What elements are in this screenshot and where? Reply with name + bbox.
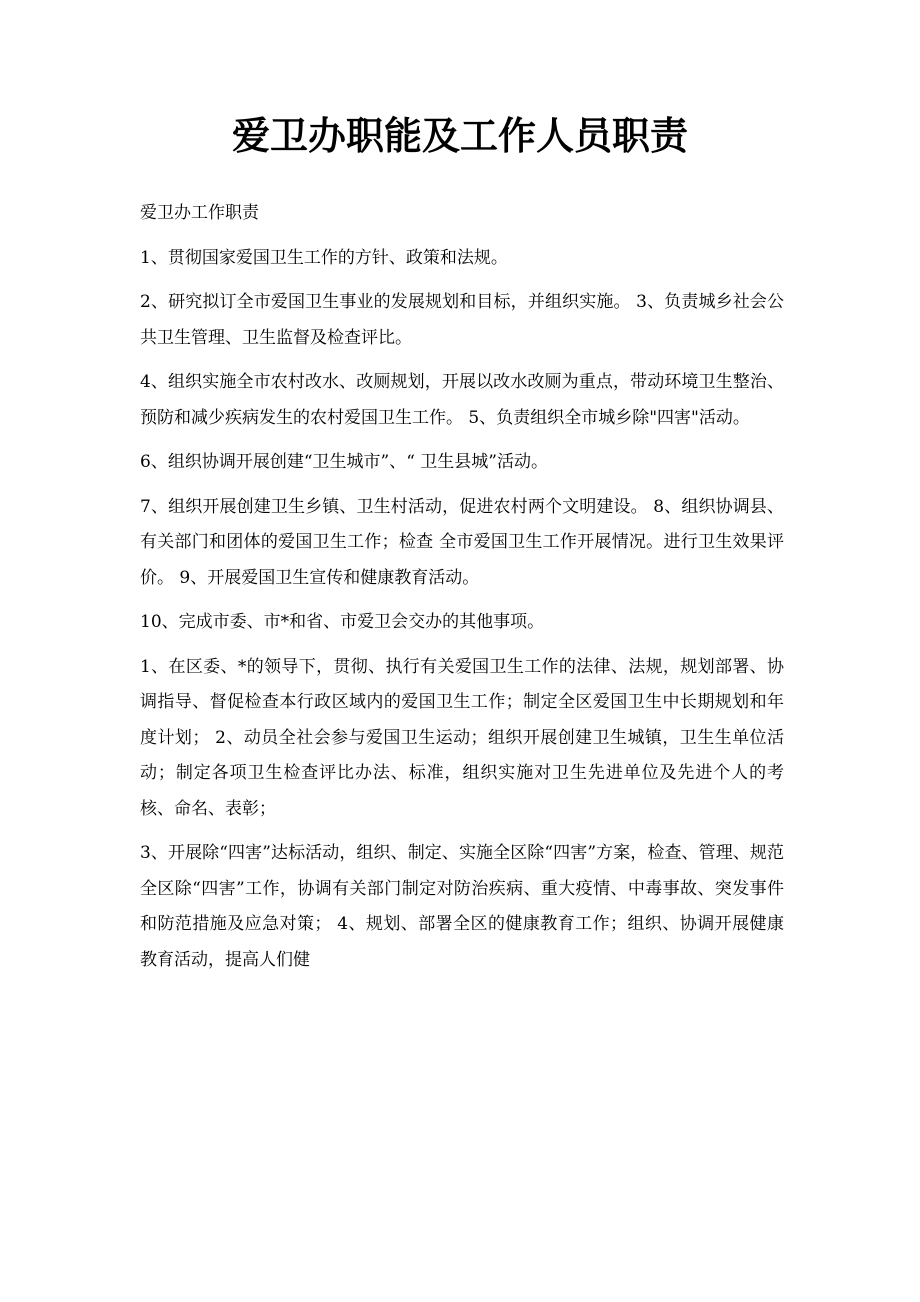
paragraph-3: 4、组织实施全市农村改水、改厕规划，开展以改水改厕为重点，带动环境卫生整治、预防和减少疾病发生的农村爱国卫生工作。 5、负责组织全市城乡除"四害"活动。 bbox=[140, 372, 784, 428]
paragraph-2: 2、研究拟订全市爱国卫生事业的发展规划和目标，并组织实施。 3、负责城乡社会公共卫生管理、卫生监督及检查评比。 bbox=[140, 292, 784, 348]
paragraph-6: 10、完成市委、市*和省、市爱卫会交办的其他事项。 bbox=[140, 612, 545, 632]
paragraph-5: 7、组织开展创建卫生乡镇、卫生村活动，促进农村两个文明建设。 8、组织协调县、有关部门和团体的爱国卫生工作；检查 全市爱国卫生工作开展情况。进行卫生效果评价。 9、开展爱国卫生宣传和健康教育活动。 bbox=[140, 496, 784, 588]
paragraph-4: 6、组织协调开展创建“卫生城市”、“ 卫生县城”活动。 bbox=[140, 452, 548, 472]
paragraph-8: 3、开展除“四害”达标活动，组织、制定、实施全区除“四害”方案，检查、管理、规范全区除“四害”工作，协调有关部门制定对防治疾病、重大疫情、中毒事故、突发事件和防范措施及应急对策； 4、规划、部署全区的健康教育工作；组织、协调开展健康教育活动，提高人们健 bbox=[140, 843, 784, 970]
section-heading: 爱卫办工作职责 bbox=[140, 203, 259, 223]
document-title: 爱卫办职能及工作人员职责 bbox=[231, 113, 688, 158]
paragraph-7: 1、在区委、*的领导下，贯彻、执行有关爱国卫生工作的法律、法规，规划部署、协调指导、督促检查本行政区域内的爱国卫生工作；制定全区爱国卫生中长期规划和年度计划； 2、动员全社会参与爱国卫生运动；组织开展创建卫生城镇，卫生生单位活动；制定各项卫生检查评比办法、标准，组织实施对卫生先进单位及先进个人的考核、命名、表彰； bbox=[140, 656, 784, 819]
paragraph-1: 1、贯彻国家爱国卫生工作的方针、政策和法规。 bbox=[140, 247, 508, 268]
document-body bbox=[140, 196, 784, 987]
